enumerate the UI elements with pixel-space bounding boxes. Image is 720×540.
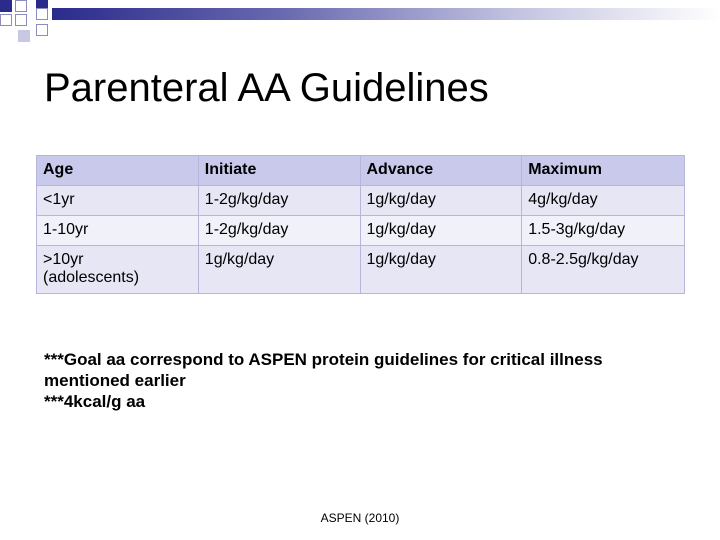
- header-age: Age: [37, 156, 199, 186]
- footer-citation: ASPEN (2010): [320, 511, 400, 525]
- cell-maximum: 1.5-3g/kg/day: [522, 216, 685, 246]
- guidelines-table: [36, 155, 685, 294]
- decor-square-5: [15, 14, 27, 26]
- notes-block: [44, 349, 684, 412]
- decor-square-4: [0, 14, 12, 26]
- decor-square-6: [36, 8, 48, 20]
- header-advance: Advance: [360, 156, 522, 186]
- table-row: [37, 216, 685, 246]
- slide-title: Parenteral AA Guidelines: [44, 66, 489, 110]
- note-kcal: ***4kcal/g aa: [44, 392, 146, 411]
- title-gradient-bar: [52, 8, 720, 20]
- cell-age: >10yr (adolescents): [37, 246, 199, 294]
- cell-maximum: 0.8-2.5g/kg/day: [522, 246, 685, 294]
- cell-advance: 1g/kg/day: [360, 186, 522, 216]
- header-initiate: Initiate: [198, 156, 360, 186]
- cell-maximum: 4g/kg/day: [522, 186, 685, 216]
- cell-initiate: 1g/kg/day: [198, 246, 360, 294]
- cell-age: 1-10yr: [37, 216, 199, 246]
- decor-square-2: [15, 0, 27, 12]
- table-row: [37, 186, 685, 216]
- table-row: [37, 246, 685, 294]
- table-header-row: [37, 156, 685, 186]
- note-goal: ***Goal aa correspond to ASPEN protein guidelines for critical illness mentioned earlier: [44, 350, 603, 390]
- cell-initiate: 1-2g/kg/day: [198, 186, 360, 216]
- cell-advance: 1g/kg/day: [360, 246, 522, 294]
- cell-advance: 1g/kg/day: [360, 216, 522, 246]
- decor-square-8: [36, 24, 48, 36]
- cell-initiate: 1-2g/kg/day: [198, 216, 360, 246]
- cell-age: <1yr: [37, 186, 199, 216]
- decor-square-7: [18, 30, 30, 42]
- header-maximum: Maximum: [522, 156, 685, 186]
- decor-square-1: [0, 0, 12, 12]
